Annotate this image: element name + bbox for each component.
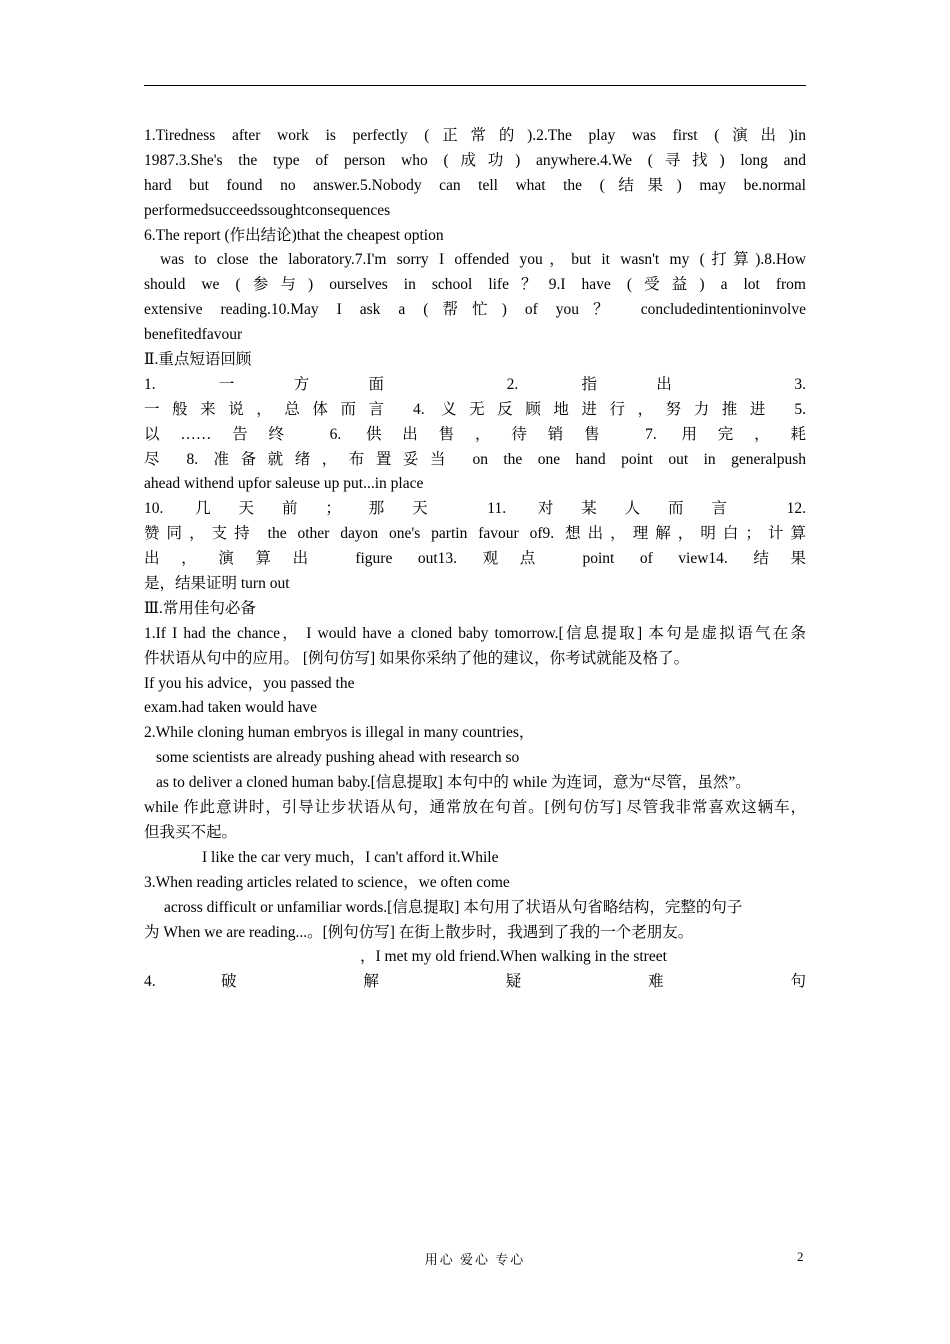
text-line: 1.Tiredness after work is perfectly (正常的).2.The play was first (演出)in <box>144 127 806 144</box>
section-heading: Ⅱ.重点短语回顾 <box>144 351 252 369</box>
text-line: hard but found no answer.5.Nobody can tell what the (结果) may be.normal <box>144 176 806 194</box>
text-line: I like the car very much，I can't afford it.While <box>202 848 499 866</box>
text-line: 赞同，支持 the other dayon one's partin favour of9. 想出，理解，明白；计算 <box>144 525 806 543</box>
text-line: 件状语从句中的应用。 [例句仿写] 如果你采纳了他的建议，你考试就能及格了。 <box>144 649 690 667</box>
text-line: 1. 一方面 2. 指出 3. <box>144 375 806 393</box>
text-line: 是，结果证明 turn out <box>144 575 290 593</box>
text-line: across difficult or unfamiliar words.[信息提取] 本句用了状语从句省略结构，完整的句子 <box>164 898 743 916</box>
text-line: 4. 破 解 疑 难 句 <box>144 973 806 991</box>
text-line: 以……告终 6. 供出售，待销售 7. 用完，耗 <box>144 425 806 443</box>
section-heading: Ⅲ.常用佳句必备 <box>144 599 256 617</box>
text-line: 出，演算出 figure out13. 观点 point of view14. 结果 <box>144 550 806 568</box>
text-line: as to deliver a cloned human baby.[信息提取] 本句中的 while 为连词，意为“尽管，虽然”。 <box>156 774 751 792</box>
text-line: 10. 几天前；那天 11. 对某人而言 12. <box>144 500 806 518</box>
text-line: 3.When reading articles related to science，we often come <box>144 873 510 891</box>
text-line: 为 When we are reading...。[例句仿写] 在街上散步时，我遇到了我的一个老朋友。 <box>144 923 694 941</box>
text-line: performedsucceedssoughtconsequences <box>144 201 391 219</box>
text-line: 一般来说，总体而言 4. 义无反顾地进行，努力推进 5. <box>144 400 806 418</box>
text-line: should we (参与) ourselves in school life？9.I have (受益) a lot from <box>144 276 806 294</box>
text-line: 2.While cloning human embryos is illegal in many countries， <box>144 724 535 742</box>
text-line: extensive reading.10.May I ask a (帮忙) of you？ concludedintentioninvolve <box>144 301 806 319</box>
text-line: If you his advice，you passed the <box>144 674 355 692</box>
text-line: exam.had taken would have <box>144 699 318 717</box>
text-line: while 作此意讲时，引导让步状语从句，通常放在句首。[例句仿写] 尽管我非常喜欢这辆车， <box>144 799 806 817</box>
text-line: ahead withend upfor saleuse up put...in place <box>144 475 424 493</box>
header-rule <box>144 85 806 86</box>
text-line: ，I met my old friend.When walking in the street <box>360 948 667 966</box>
text-line: was to close the laboratory.7.I'm sorry I offended you，but it wasn't my (打算).8.How <box>160 251 806 269</box>
text-line: 尽 8. 准备就绪，布置妥当 on the one hand point out in generalpush <box>144 450 806 468</box>
page-number: 2 <box>797 1249 804 1264</box>
text-line: 6.The report (作出结论)that the cheapest option <box>144 226 444 244</box>
text-line: 1987.3.She's the type of person who (成功) anywhere.4.We (寻找) long and <box>144 151 806 169</box>
text-line: 但我买不起。 <box>144 823 238 841</box>
text-line: some scientists are already pushing ahead with research so <box>156 749 520 767</box>
footer-motto: 用心 爱心 专心 <box>424 1252 526 1267</box>
text-line: benefitedfavour <box>144 326 243 344</box>
text-line: 1.If I had the chance， I would have a cloned baby tomorrow.[信息提取] 本句是虚拟语气在条 <box>144 624 806 642</box>
document-body <box>144 124 806 995</box>
